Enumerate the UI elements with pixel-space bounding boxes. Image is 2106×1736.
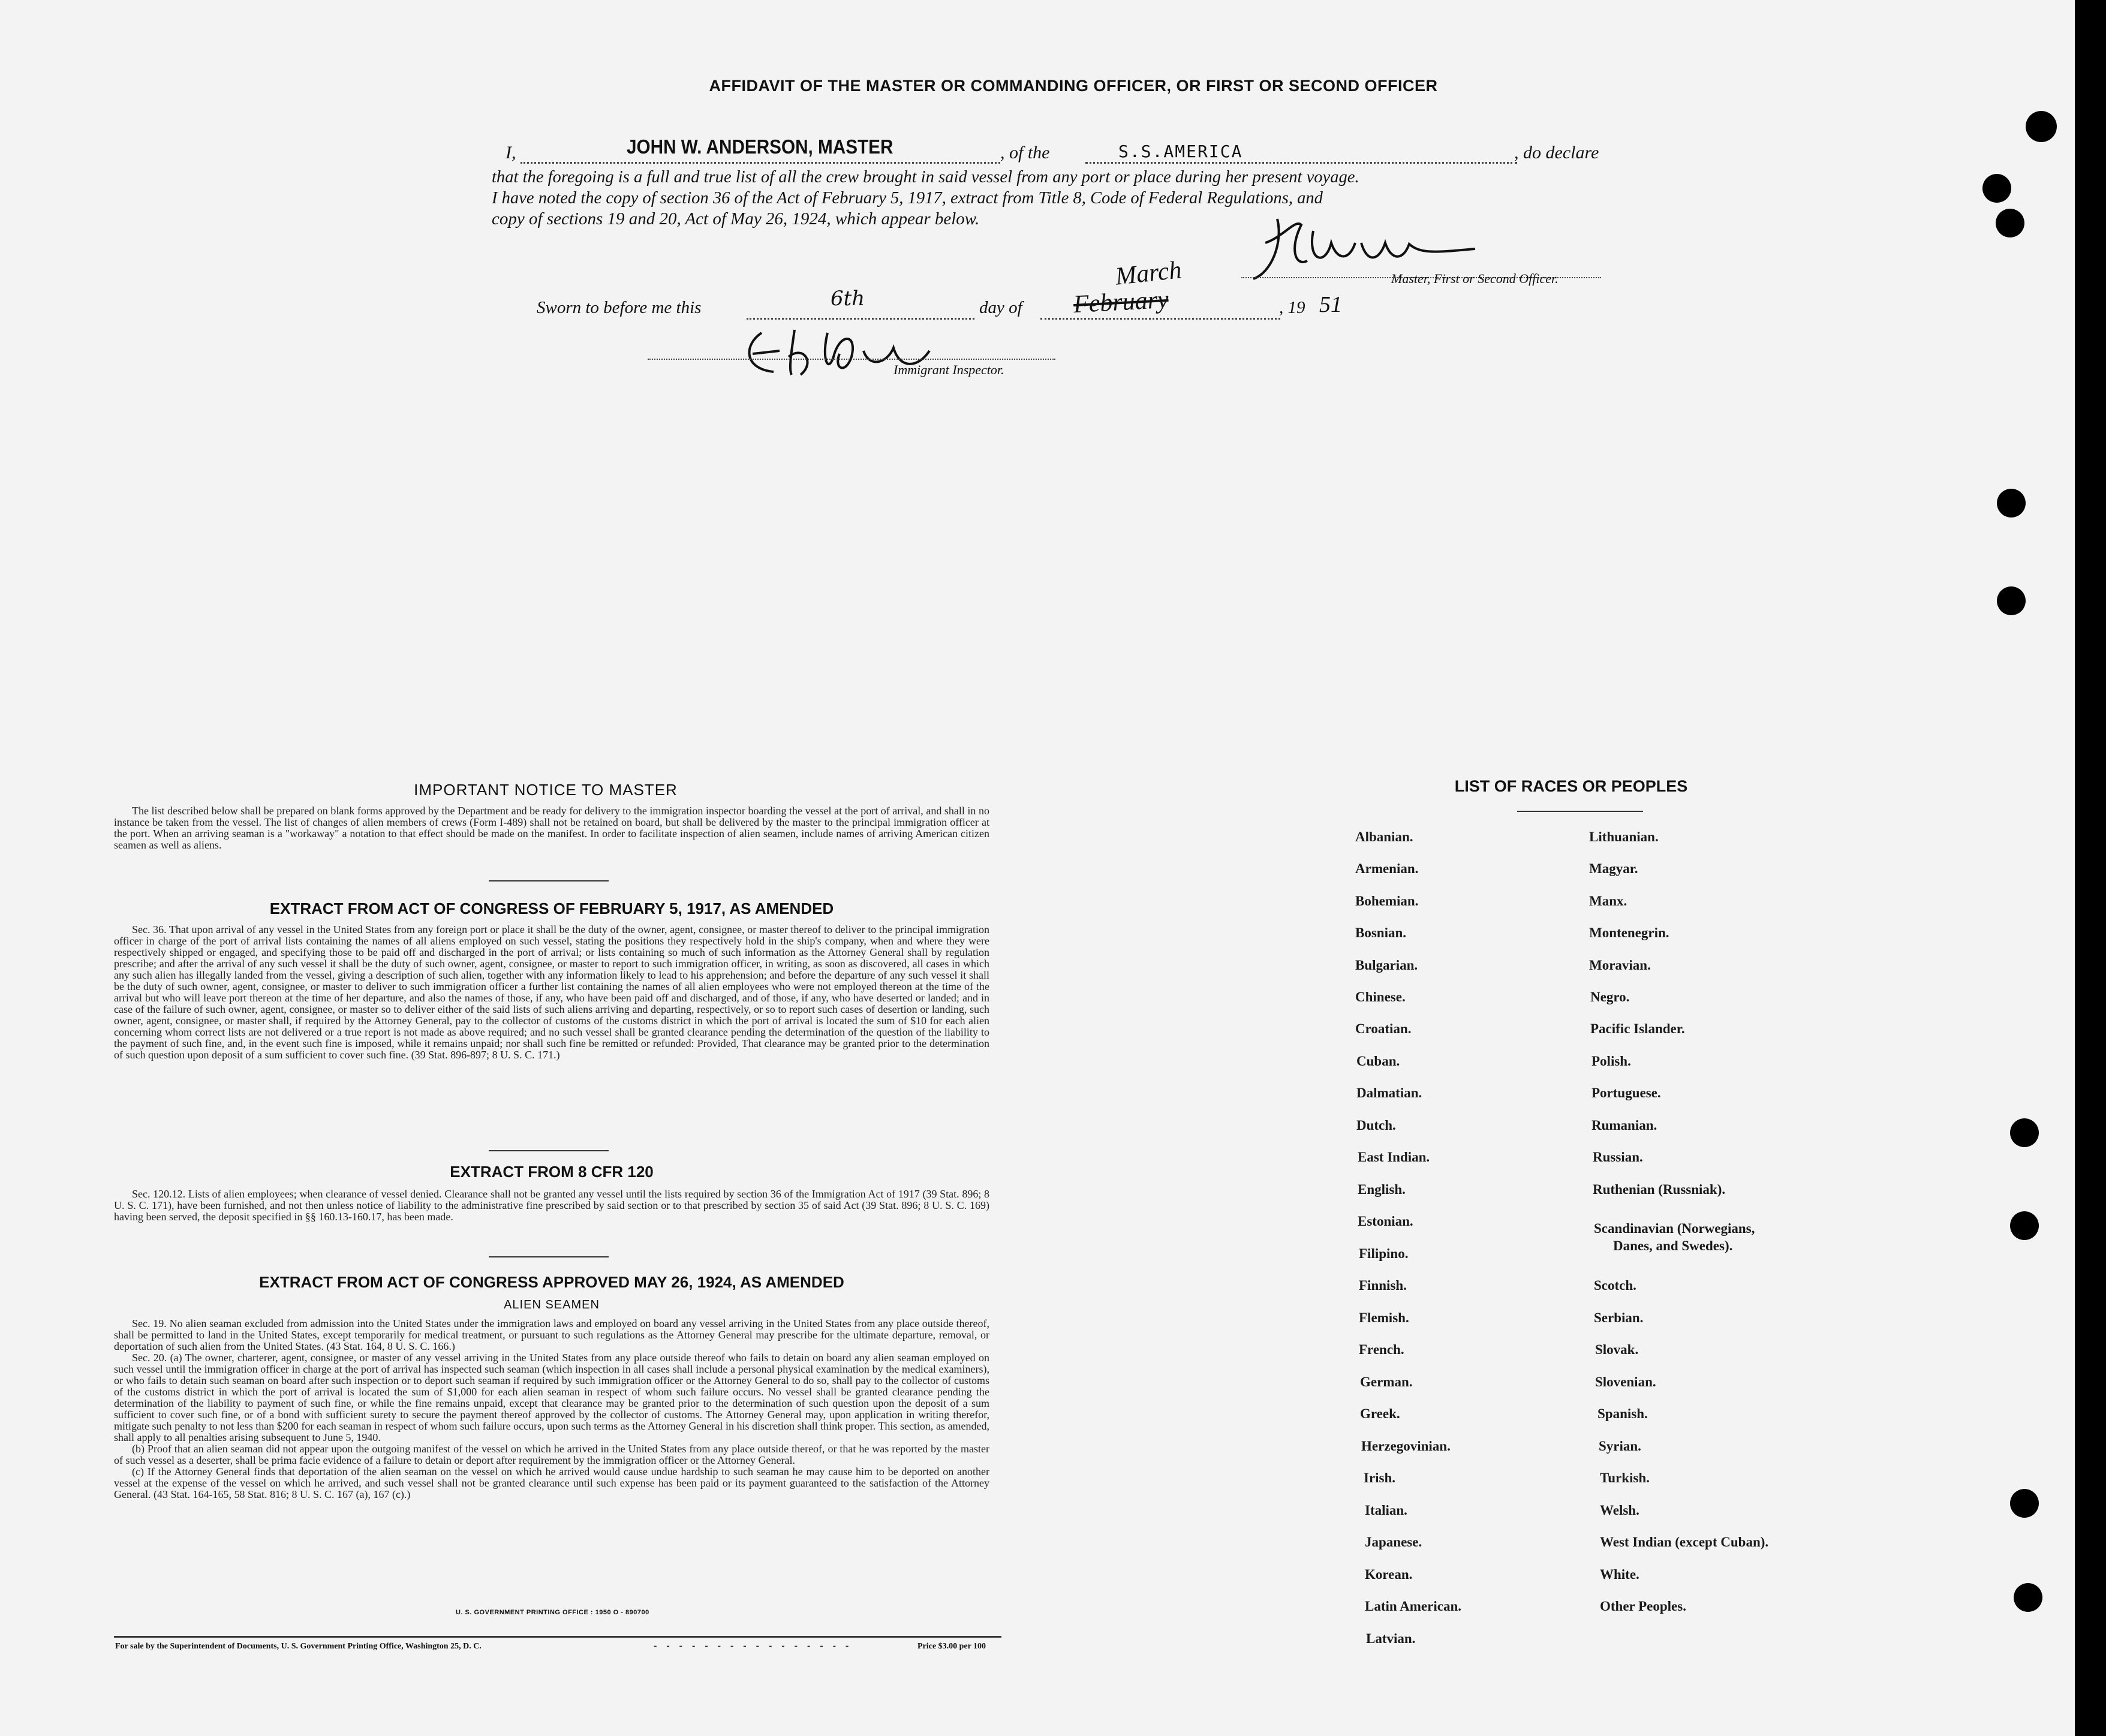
race-left: East Indian. xyxy=(1358,1150,1430,1165)
race-right: Welsh. xyxy=(1600,1503,1639,1518)
race-right: Manx. xyxy=(1589,893,1627,908)
notice-title: IMPORTANT NOTICE TO MASTER xyxy=(414,781,678,799)
race-left: English. xyxy=(1358,1182,1406,1197)
affidavit-line-3: copy of sections 19 and 20, Act of May 26, 1924, which appear below. xyxy=(492,209,980,228)
punch-hole xyxy=(2014,1583,2042,1612)
race-right: Polish. xyxy=(1591,1054,1631,1069)
sworn-day-value: 6th xyxy=(831,287,865,311)
punch-hole xyxy=(2010,1211,2039,1240)
races-title: LIST OF RACES OR PEOPLES xyxy=(1454,777,1688,795)
race-right: Montenegrin. xyxy=(1589,925,1669,940)
race-right: Rumanian. xyxy=(1591,1118,1657,1133)
race-left: Latin American. xyxy=(1365,1599,1461,1614)
race-left: Italian. xyxy=(1365,1503,1407,1518)
extract-1924-subtitle: ALIEN SEAMEN xyxy=(504,1298,600,1311)
race-left: Greek. xyxy=(1360,1406,1400,1421)
extract-1924-sec20a: Sec. 20. (a) The owner, charterer, agent, consignee, or master of any vessel arriving in the United States from any place outside thereof who fails to detain on board any alien seaman employed on such vessel until the immigration officer in charge at the port of arrival has inspected such seaman (which inspection in all cases shall include a personal physical examination by the medical examiners), or who fails to detain such seaman on board after such inspection or to deport such seaman if required by such immigration officer or the Attorney General to do so, shall pay to the collector of customs of the customs district in which the port of arrival is located the sum of $1,000 for each alien seaman in respect of whom such failure occurs. No vessel shall be granted clearance pending the determination of the liability to payment of such fine, or while the fine remains unpaid, except that clearance may be granted prior to the determination of such question upon the deposit of a sum sufficient to cover such fine, or of a bond with sufficient surety to secure the payment thereof approved by the collector of customs. The Attorney General may, upon application in writing therefor, mitigate such penalty to not less than $200 for each seaman in respect of whom such failure occurs, upon such terms as the Attorney General in his discretion shall think proper. This section, as amended, shall apply to all penalties arising subsequent to June 5, 1940. xyxy=(114,1352,989,1443)
affidavit-i-label: I, xyxy=(506,143,516,163)
race-right: White. xyxy=(1600,1567,1639,1582)
sworn-year-suffix: 51 xyxy=(1319,292,1342,317)
extract-1924-sec20b: (b) Proof that an alien seaman did not appear upon the outgoing manifest of the vessel on which he arrived in the United States from any place outside thereof, or that he was reported by the master of such vessel as a deserter, shall be prima facie evidence of a failure to detain or deport after requirement by the immigration officer or the Attorney General. xyxy=(114,1443,989,1466)
race-left: Japanese. xyxy=(1365,1535,1422,1550)
extract-cfr-body xyxy=(114,1189,989,1223)
race-right: Slovak. xyxy=(1595,1342,1639,1357)
day-of-label: day of xyxy=(979,298,1022,317)
race-left: Chinese. xyxy=(1355,989,1406,1004)
extract-1924-sec20c: (c) If the Attorney General finds that deportation of the alien seaman on the vessel on which he arrived would cause undue hardship to such seaman he may cause him to be deported on another vessel at the expense of the vessel on which he arrived, and such vessel shall not be granted clearance until such expense has been paid or its payment guaranteed to the satisfaction of the Attorney General. (43 Stat. 164-165, 58 Stat. 816; 8 U. S. C. 167 (a), 167 (c).) xyxy=(114,1466,989,1500)
punch-hole xyxy=(1982,174,2011,203)
race-right: West Indian (except Cuban). xyxy=(1600,1535,1769,1550)
race-right: Moravian. xyxy=(1589,958,1651,973)
punch-hole xyxy=(2010,1489,2039,1518)
footer-dashes: - - - - - - - - - - - - - - - - xyxy=(654,1641,853,1651)
race-left: Flemish. xyxy=(1359,1310,1409,1325)
race-left: Albanian. xyxy=(1355,829,1413,844)
punch-hole xyxy=(1997,586,2026,615)
race-left: Bosnian. xyxy=(1355,925,1407,940)
race-left: French. xyxy=(1359,1342,1404,1357)
printing-office-note: U. S. GOVERNMENT PRINTING OFFICE : 1950 O - 890700 xyxy=(456,1609,649,1616)
extract-1924-title: EXTRACT FROM ACT OF CONGRESS APPROVED MAY 26, 1924, AS AMENDED xyxy=(259,1273,844,1291)
extract-cfr-text: Sec. 120.12. Lists of alien employees; when clearance of vessel denied. Clearance shall not be granted any vessel until the lists required by section 36 of the Immigration Act of 1917 (39 Stat. 896; 8 U. S. C. 171), have been furnished, and not then unless notice of liability to the administrative fine prescribed by said section or to that prescribed by section 35 of said Act (39 Stat. 896; 8 U. S. C. 169) having been served, the deposit specified in §§ 160.13-160.17, has been made. xyxy=(114,1188,989,1223)
affidavit-line-1: that the foregoing is a full and true list of all the crew brought in said vessel from any port or place during her present voyage. xyxy=(492,167,1359,186)
race-right: Ruthenian (Russniak). xyxy=(1593,1182,1726,1197)
race-left: Croatian. xyxy=(1355,1021,1412,1036)
race-right: Russian. xyxy=(1593,1150,1643,1165)
race-left: Filipino. xyxy=(1359,1246,1409,1261)
extract-1917-text: Sec. 36. That upon arrival of any vessel in the United States from any foreign port or place it shall be the duty of the owner, agent, consignee, or master thereof to deliver to the principal immigration officer in charge of the port of arrival lists containing the names of all aliens employed on such vessel, stating the positions they respectively hold in the ship's company, when and where they were respectively shipped or engaged, and specifying those to be paid off and discharged in the port of arrival; or lists containing so much of such information as the Attorney General shall by regulation prescribe; and after the arrival of any such vessel it shall be the duty of such owner, agent, consignee, or master to report to such immigration officer, in writing, as soon as discovered, all cases in which any such alien has illegally landed from the vessel, giving a description of such alien, together with any information likely to lead to his apprehension; and before the departure of any such vessel it shall be the duty of such owner, agent, consignee, or master to deliver to such immigration officer a further list containing the names of all alien employees who were not employed thereon at the time of the arrival but who will leave port thereon at the time of her departure, and also the names of those, if any, who have been paid off and discharged, and of those, if any, who have deserted or landed; and in case of the failure of such owner, agent, consignee, or master so to deliver either of the said lists of such aliens arriving and departing, respectively, or so to report such cases of desertion or landing, such owner, agent, consignee, or master shall, if required by the Attorney General, pay to the collector of customs of the customs district in which the port of arrival is located the sum of $10 for each alien concerning whom correct lists are not delivered or a true report is not made as above required; and no such vessel shall be granted clearance pending the determination of the question of the liability to the payment of such fine, and, in the event such fine is imposed, while it remains unpaid; nor shall such fine be remitted or refunded: Provided, That clearance may be granted prior to the determination of such question upon deposit of a sum sufficient to cover such fine. (39 Stat. 896-897; 8 U. S. C. 171.) xyxy=(114,923,989,1061)
race-right: Lithuanian. xyxy=(1589,829,1659,844)
race-left: German. xyxy=(1360,1374,1413,1389)
sworn-year-prefix: , 19 xyxy=(1279,298,1305,317)
race-left: Armenian. xyxy=(1355,861,1419,876)
month-struck-through: February xyxy=(1072,285,1169,319)
race-left: Latvian. xyxy=(1366,1631,1416,1646)
punch-hole xyxy=(1996,209,2024,237)
race-right: Negro. xyxy=(1590,989,1630,1004)
race-right: Other Peoples. xyxy=(1600,1599,1686,1614)
extract-1924-sec19: Sec. 19. No alien seaman excluded from admission into the United States under the immigration laws and employed on board any vessel arriving in the United States from any place outside thereof, shall be permitted to land in the United States, except temporarily for medical treatment, or pursuant to such regulations as the Attorney General may prescribe for the ultimate departure, removal, or deportation of such alien from the United States. (43 Stat. 164, 8 U. S. C. 166.) xyxy=(114,1317,989,1352)
race-right: Slovenian. xyxy=(1595,1374,1656,1389)
punch-hole xyxy=(2010,1118,2039,1147)
extract-cfr-title: EXTRACT FROM 8 CFR 120 xyxy=(450,1163,654,1181)
race-right: Magyar. xyxy=(1589,861,1638,876)
race-left: Bulgarian. xyxy=(1355,958,1418,973)
race-left: Estonian. xyxy=(1358,1214,1413,1229)
race-left: Korean. xyxy=(1365,1567,1413,1582)
race-right: Spanish. xyxy=(1597,1406,1648,1421)
race-left: Dutch. xyxy=(1356,1118,1396,1133)
punch-hole xyxy=(1997,489,2026,518)
race-left: Bohemian. xyxy=(1355,893,1419,908)
race-right: Portuguese. xyxy=(1591,1085,1661,1100)
race-left: Cuban. xyxy=(1356,1054,1400,1069)
master-caption: Master, First or Second Officer. xyxy=(1391,271,1559,286)
race-right: Turkish. xyxy=(1600,1470,1650,1485)
affidavit-line-2: I have noted the copy of section 36 of the Act of February 5, 1917, extract from Title 8, Code of Federal Regulations, and xyxy=(492,188,1323,207)
punch-hole xyxy=(2026,111,2057,142)
extract-1917-body xyxy=(114,924,989,1061)
affidavit-of-the-label: , of the xyxy=(1000,143,1050,163)
race-right: Scandinavian (Norwegians, xyxy=(1594,1221,1755,1236)
affidavit-declare-label: , do declare xyxy=(1514,143,1599,163)
race-right: Pacific Islander. xyxy=(1590,1021,1685,1036)
race-right: Serbian. xyxy=(1594,1310,1644,1325)
notice-body-text: The list described below shall be prepared on blank forms approved by the Department and be ready for delivery to the immigration inspector boarding the vessel at the port of arrival, and shall in no instance be taken from the vessel. The list of changes of alien members of crews (Form I-489) shall not be retained on board, but shall be delivered by the master to the principal immigration officer at the port. When an arriving seaman is a "workaway" a notation to that effect should be made on the manifest. In order to facilitate inspection of alien seamen, include names of arriving American citizen seamen as well as aliens. xyxy=(114,805,989,851)
race-right: Syrian. xyxy=(1599,1439,1641,1454)
notice-body xyxy=(114,805,989,851)
vessel-name: S.S.AMERICA xyxy=(1118,142,1243,161)
race-right: Scotch. xyxy=(1594,1278,1636,1293)
sworn-label: Sworn to before me this xyxy=(537,298,702,317)
race-left: Dalmatian. xyxy=(1356,1085,1422,1100)
master-name: JOHN W. ANDERSON, MASTER xyxy=(627,136,893,158)
footer-price: Price $3.00 per 100 xyxy=(917,1642,986,1651)
race-right: Danes, and Swedes). xyxy=(1613,1238,1733,1253)
month-handwritten: March xyxy=(1114,256,1183,291)
extract-1924-body xyxy=(114,1318,989,1500)
race-left: Herzegovinian. xyxy=(1361,1439,1451,1454)
race-left: Finnish. xyxy=(1359,1278,1407,1293)
affidavit-title: AFFIDAVIT OF THE MASTER OR COMMANDING OFFICER, OR FIRST OR SECOND OFFICER xyxy=(709,77,1438,95)
extract-1917-title: EXTRACT FROM ACT OF CONGRESS OF FEBRUARY 5, 1917, AS AMENDED xyxy=(269,899,834,917)
race-left: Irish. xyxy=(1364,1470,1396,1485)
inspector-caption: Immigrant Inspector. xyxy=(893,362,1004,377)
footer-sale-note: For sale by the Superintendent of Documents, U. S. Government Printing Office, Washington 25, D. C. xyxy=(115,1642,482,1651)
